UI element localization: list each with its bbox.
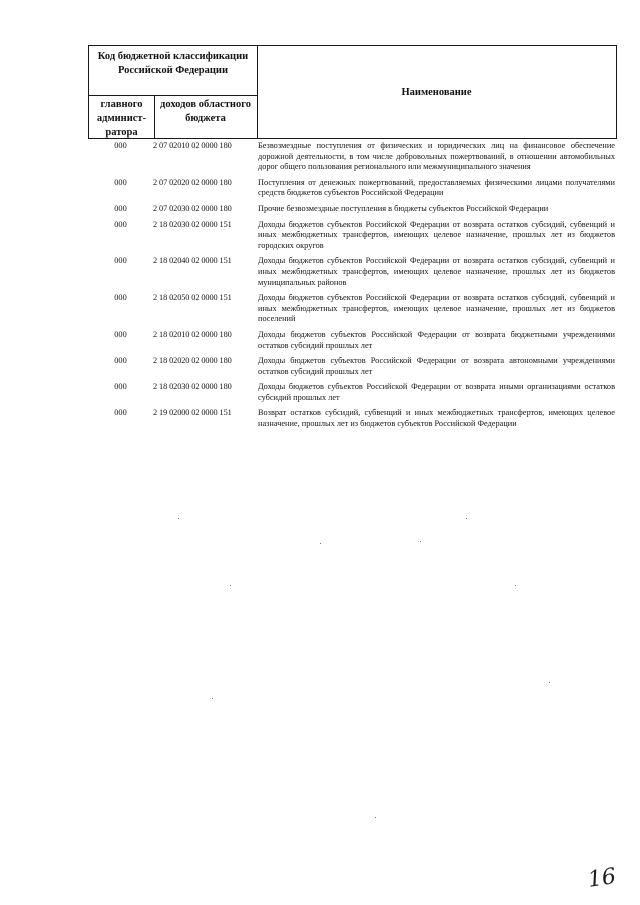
income-name: Доходы бюджетов субъектов Российской Федерации от возврата остатков субсидий, субвенций и иных межбюджетных трансфертов, имеющих целевое назначение, прошлых лет из бюджетов городских округов [258, 219, 615, 250]
income-code: 2 18 02030 02 0000 180 [153, 382, 232, 392]
admin-code: 000 [114, 141, 127, 150]
income-code: 2 18 02010 02 0000 180 [153, 329, 232, 339]
code-group-heading: Код бюджетной классификации Российской Федерации [97, 51, 249, 76]
income-code: 2 07 02010 02 0000 180 [153, 141, 232, 150]
scan-speck [230, 585, 231, 586]
admin-code: 000 [114, 219, 127, 229]
scan-speck [212, 698, 213, 699]
income-code: 2 18 02030 02 0000 151 [153, 219, 232, 229]
scan-speck [420, 541, 421, 542]
scan-speck [320, 543, 321, 544]
header-divider [89, 95, 257, 96]
scan-speck [178, 518, 179, 519]
income-code: 2 18 02050 02 0000 151 [153, 293, 232, 303]
income-column-heading: доходов областного бюджета [160, 99, 251, 124]
income-name: Поступления от денежных пожертвований, предоставляемых физическими лицами получателями средств бюджетов субъектов Российской Федерации [258, 177, 615, 198]
income-name: Доходы бюджетов субъектов Российской Федерации от возврата иными организациями остатков субсидий прошлых лет [258, 382, 615, 402]
income-code: 2 18 02040 02 0000 151 [153, 256, 232, 266]
table-row [88, 220, 617, 252]
admin-code: 000 [114, 356, 127, 366]
table-header [88, 45, 617, 139]
income-code: 2 07 02030 02 0000 180 [153, 203, 232, 213]
income-code: 2 07 02020 02 0000 180 [153, 177, 232, 187]
admin-column-heading: главного админист-ратора [96, 99, 147, 138]
table-row [88, 408, 617, 429]
admin-code: 000 [114, 177, 127, 187]
admin-code: 000 [114, 293, 127, 303]
table-row [88, 141, 617, 173]
admin-code: 000 [114, 408, 127, 418]
table-row [88, 204, 617, 215]
scan-speck [549, 682, 550, 683]
table-row [88, 178, 617, 199]
scan-speck [375, 817, 376, 818]
page-number: 16 [586, 864, 618, 893]
table-row [88, 356, 617, 377]
income-name: Доходы бюджетов субъектов Российской Федерации от возврата автономными учреждениями остатков субсидий прошлых лет [258, 356, 615, 376]
scan-speck [466, 518, 467, 519]
income-name: Безвозмездные поступления от физических и юридических лиц на финансовое обеспечение дорожной деятельности, в том числе добровольных пожертвований, в отношении автомобильных дорог общего пользования регионального или межмуниципального значения [258, 141, 615, 172]
income-name: Доходы бюджетов субъектов Российской Федерации от возврата остатков субсидий, субвенций и иных межбюджетных трансфертов, имеющих целевое назначение, прошлых лет из бюджетов муниципальных районов [258, 256, 615, 287]
table-row [88, 256, 617, 288]
admin-code: 000 [114, 382, 127, 392]
table-row [88, 293, 617, 325]
admin-code: 000 [114, 256, 127, 266]
income-name: Прочие безвозмездные поступления в бюджеты субъектов Российской Федерации [258, 203, 549, 213]
admin-code: 000 [114, 203, 127, 213]
table-body [88, 141, 617, 435]
name-column-heading: Наименование [401, 87, 472, 98]
income-code: 2 18 02020 02 0000 180 [153, 356, 232, 366]
income-name: Доходы бюджетов субъектов Российской Федерации от возврата остатков субсидий, субвенций и иных межбюджетных трансфертов, имеющих целевое назначение, прошлых лет из бюджетов поселений [258, 293, 615, 324]
admin-code: 000 [114, 329, 127, 339]
scan-speck [515, 585, 516, 586]
table-row [88, 330, 617, 351]
income-code: 2 19 02000 02 0000 151 [153, 408, 232, 418]
income-name: Доходы бюджетов субъектов Российской Федерации от возврата бюджетными учреждениями остатков субсидий прошлых лет [258, 329, 615, 350]
income-name: Возврат остатков субсидий, субвенций и иных межбюджетных трансфертов, имеющих целевое назначение, прошлых лет из бюджетов субъектов Российской Федерации [258, 408, 615, 429]
table-row [88, 382, 617, 403]
